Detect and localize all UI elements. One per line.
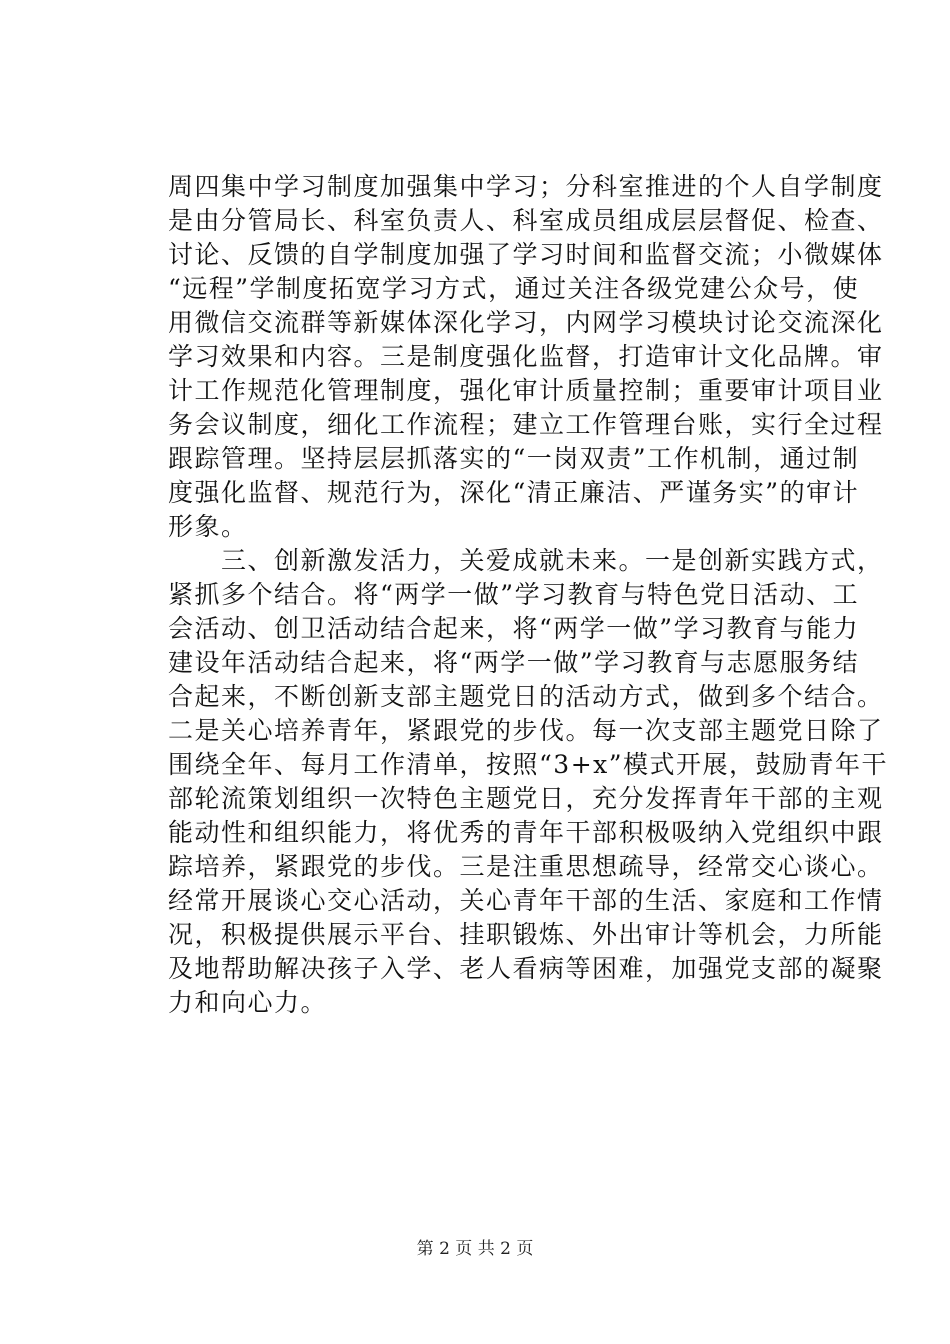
text-line: 围绕全年、每月工作清单，按照“3+x”模式开展，鼓励青年干 (168, 750, 889, 779)
text-line: 合起来，不断创新支部主题党日的活动方式，做到多个结合。 (168, 682, 884, 711)
text-line: 况，积极提供展示平台、挂职锻炼、外出审计等机会，力所能 (168, 920, 884, 949)
text-line: 是由分管局长、科室负责人、科室成员组成层层督促、检查、 (168, 206, 884, 235)
text-line: 会活动、创卫活动结合起来，将“两学一做”学习教育与能力 (168, 614, 860, 643)
text-line: 周四集中学习制度加强集中学习；分科室推进的个人自学制度 (168, 172, 884, 201)
text-line: 建设年活动结合起来，将“两学一做”学习教育与志愿服务结 (168, 648, 860, 677)
text-line: 二是关心培养青年，紧跟党的步伐。每一次支部主题党日除了 (168, 716, 884, 745)
text-line: 学习效果和内容。三是制度强化监督，打造审计文化品牌。审 (168, 342, 884, 371)
text-line: 形象。 (168, 512, 248, 541)
text-line: 能动性和组织能力，将优秀的青年干部积极吸纳入党组织中跟 (168, 818, 884, 847)
text-line: 跟踪管理。坚持层层抓落实的“一岗双责”工作机制，通过制 (168, 444, 860, 473)
text-line: “远程”学制度拓宽学习方式，通过关注各级党建公众号，使 (168, 274, 860, 303)
text-line: 度强化监督、规范行为，深化“清正廉洁、严谨务实”的审计 (168, 478, 860, 507)
text-line: 踪培养，紧跟党的步伐。三是注重思想疏导，经常交心谈心。 (168, 852, 884, 881)
page-number-footer: 第 2 页 共 2 页 (416, 1239, 534, 1259)
text-line: 力和向心力。 (168, 988, 328, 1017)
text-line: 经常开展谈心交心活动，关心青年干部的生活、家庭和工作情 (168, 886, 884, 915)
text-line: 讨论、反馈的自学制度加强了学习时间和监督交流；小微媒体 (168, 240, 884, 269)
text-line: 紧抓多个结合。将“两学一做”学习教育与特色党日活动、工 (168, 580, 860, 609)
text-line: 部轮流策划组织一次特色主题党日，充分发挥青年干部的主观 (168, 784, 884, 813)
text-line: 计工作规范化管理制度，强化审计质量控制；重要审计项目业 (168, 376, 884, 405)
document-body (168, 170, 889, 1020)
text-line: 及地帮助解决孩子入学、老人看病等困难，加强党支部的凝聚 (168, 954, 884, 983)
text-line: 务会议制度，细化工作流程；建立工作管理台账，实行全过程 (168, 410, 884, 439)
text-line: 三、创新激发活力，关爱成就未来。一是创新实践方式， (168, 546, 884, 575)
text-line: 用微信交流群等新媒体深化学习，内网学习模块讨论交流深化 (168, 308, 884, 337)
